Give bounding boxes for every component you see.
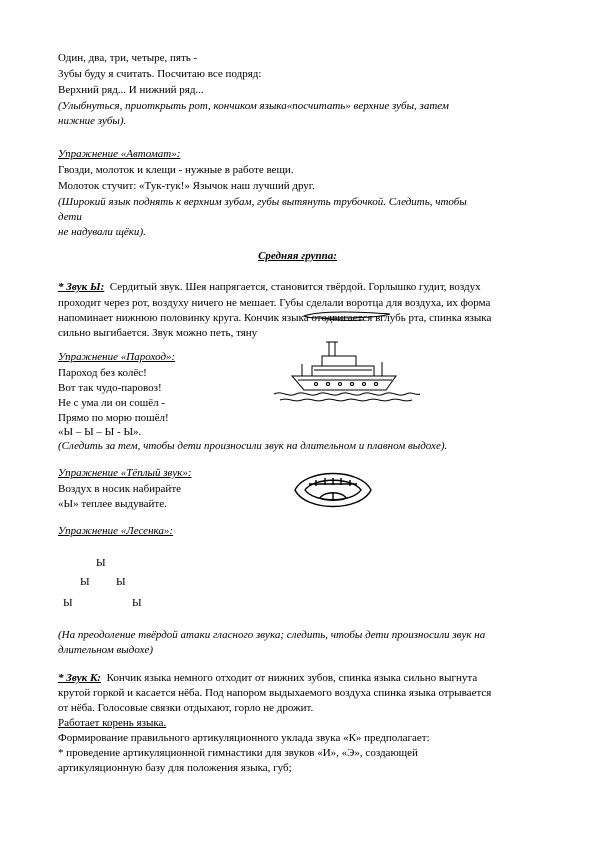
- ladder-letter: Ы: [132, 597, 142, 609]
- poem-line: Пароход без колёс!: [58, 367, 147, 379]
- steamship-illustration: [272, 304, 422, 404]
- sound-y-line: * Звук Ы: Сердитый звук. Шея напрягается, становится твёрдой. Горлышко гудит, воздух: [58, 281, 481, 293]
- sound-k-line: от нёба. Голосовые связки отдыхают, горло не дрожит.: [58, 702, 314, 714]
- instruction-line: (На преодоление твёрдой атаки гласного звука; следить, чтобы дети произносили звук на: [58, 629, 486, 641]
- sound-y-line: напоминает нижнюю половинку круга. Кончик языка отодвигается вглубь рта, спинка языка: [58, 312, 492, 324]
- sound-k-line: * Звук К: Кончик языка немного отходит от нижних зубов, спинка языка сильно выгнута: [58, 672, 478, 684]
- poem-line: Не с ума ли он сошёл -: [58, 397, 165, 409]
- instruction-line: (Улыбнуться, приоткрыть рот, кончиком языка«посчитать» верхние зубы, затем: [58, 100, 449, 112]
- poem-line: Зубы буду я считать. Посчитаю все подряд:: [58, 68, 262, 80]
- poem-line: Вот так чудо-паровоз!: [58, 382, 162, 394]
- exercise-title-lesenka: Упражнение «Лесенка»:: [58, 525, 174, 537]
- ladder-letter: Ы: [80, 576, 90, 588]
- sound-k-line: артикуляционную базу для положения языка, губ;: [58, 762, 292, 774]
- poem-line: Воздух в носик набирайте: [58, 483, 182, 495]
- sound-k-line: Работает корень языка.: [58, 717, 167, 729]
- instruction-line: длительном выдохе): [58, 644, 154, 656]
- sound-y-line: сильно выгибается. Звук можно петь, тяну: [58, 327, 258, 339]
- sound-k-line: Формирование правильного артикуляционного уклада звука «К» предполагает:: [58, 732, 430, 744]
- poem-line: «Ы – Ы – Ы - Ы».: [58, 426, 142, 438]
- poem-line: Прямо по морю пошёл!: [58, 412, 169, 424]
- sound-k-line: * проведение артикуляционной гимнастики для звуков «И», «Э», создающей: [58, 747, 418, 759]
- instruction-line: не надували щёки).: [58, 226, 146, 238]
- sound-y-label: * Звук Ы:: [58, 281, 105, 293]
- ladder-letter: Ы: [96, 557, 106, 569]
- ladder-letter: Ы: [63, 597, 73, 609]
- poem-line: Верхний ряд... И нижний ряд...: [58, 84, 204, 96]
- poem-line: «Ы» теплее выдувайте.: [58, 498, 167, 510]
- section-title: Средняя группа:: [258, 250, 337, 262]
- instruction-line: (Широкий язык поднять к верхним зубам, губы вытянуть трубочкой. Следить, чтобы: [58, 196, 467, 208]
- sound-k-line: крутой горкой и касается нёба. Под напором выдыхаемого воздуха спинка языка отрывается: [58, 687, 492, 699]
- poem-line: Гвозди, молоток и клещи - нужные в работе вещи.: [58, 164, 294, 176]
- sound-k-label: * Звук К:: [58, 672, 102, 684]
- mouth-illustration: [292, 464, 374, 516]
- exercise-title-avtomat: Упражнение «Автомат»:: [58, 148, 181, 160]
- ladder-letter: Ы: [116, 576, 126, 588]
- poem-line: Один, два, три, четыре, пять -: [58, 52, 198, 64]
- instruction-line: (Следить за тем, чтобы дети произносили звук на длительном и плавном выдохе).: [58, 440, 448, 452]
- instruction-line: дети: [58, 211, 82, 223]
- exercise-title-parokhod: Упражнение «Пароход»:: [58, 351, 176, 363]
- poem-line: Молоток стучит: «Тук-тук!» Язычок наш лучший друг.: [58, 180, 315, 192]
- exercise-title-teply-zvuk: Упражнение «Тёплый звук»:: [58, 467, 192, 479]
- sound-y-line: проходит через рот, воздуху ничего не мешает. Губы сделали воротца для воздуха, их форма: [58, 297, 491, 309]
- instruction-line: нижние зубы).: [58, 115, 127, 127]
